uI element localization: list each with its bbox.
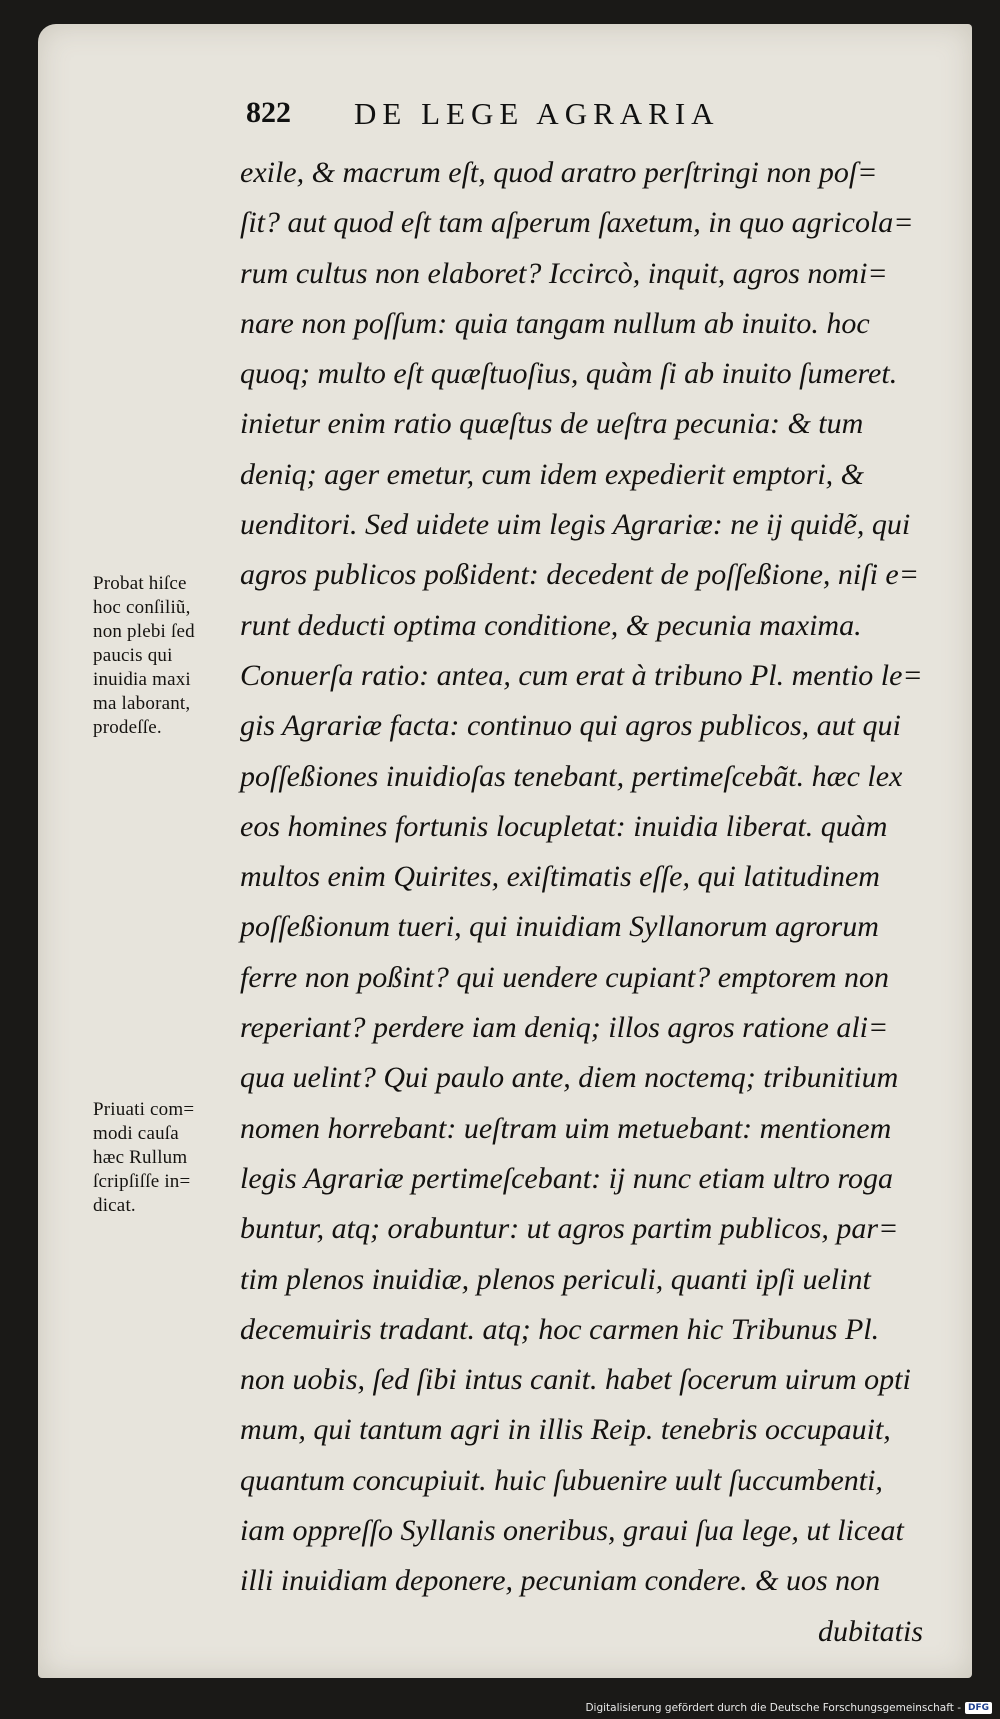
marginal-note-line: dicat. (93, 1195, 136, 1216)
text-line: legis Agrariæ pertimeſcebant: ij nunc etiam ultro roga (240, 1161, 893, 1195)
marginal-note-line: inuidia maxi (93, 669, 191, 690)
text-line: deniq; ager emetur, cum idem expedierit emptori, & (240, 457, 865, 491)
marginal-note (93, 572, 241, 740)
text-line: poſſeßiones inuidioſas tenebant, pertimeſcebãt. hæc lex (240, 759, 903, 793)
text-line: reperiant? perdere iam deniq; illos agros ratione ali= (240, 1011, 889, 1045)
text-line: eos homines fortunis locupletat: inuidia liberat. quàm (240, 809, 888, 843)
text-line: uenditori. Sed uidete uim legis Agrariæ: ne ij quidẽ, qui (240, 508, 911, 542)
text-line: qua uelint? Qui paulo ante, diem noctemq; tribunitium (240, 1061, 899, 1095)
marginal-note-line: Priuati com= (93, 1099, 195, 1120)
marginal-note (93, 1098, 241, 1218)
page-number: 822 (246, 96, 291, 129)
text-line: mum, qui tantum agri in illis Reip. tenebris occupauit, (240, 1413, 891, 1447)
text-line: inietur enim ratio quæſtus de ueſtra pecunia: & tum (240, 407, 864, 441)
marginal-note-line: ſcripſiſſe in= (93, 1171, 191, 1192)
footer-credit (585, 1697, 992, 1719)
text-line: runt deducti optima conditione, & pecunia maxima. (240, 608, 862, 642)
marginal-note-line: ma laborant, (93, 693, 191, 714)
text-line: buntur, atq; orabuntur: ut agros partim publicos, par= (240, 1212, 899, 1246)
text-line: agros publicos poßident: decedent de poſſeßione, niſi e= (240, 558, 919, 592)
text-line: gis Agrariæ facta: continuo qui agros publicos, aut qui (240, 709, 901, 743)
text-line: multos enim Quirites, exiſtimatis eſſe, qui latitudinem (240, 860, 880, 894)
text-line: nare non poſſum: quia tangam nullum ab inuito. hoc (240, 306, 870, 340)
text-line: ferre non poßint? qui uendere cupiant? emptorem non (240, 960, 890, 994)
text-line: rum cultus non elaboret? Iccircò, inquit, agros nomi= (240, 256, 888, 290)
text-line: poſſeßionum tueri, qui inuidiam Syllanorum agrorum (240, 910, 879, 944)
text-line: tim plenos inuidiæ, plenos periculi, quanti ipſi uelint (240, 1262, 871, 1296)
marginal-note-line: non plebi ſed (93, 621, 195, 642)
page-header (246, 96, 806, 142)
body-text (240, 148, 930, 1657)
marginal-note-line: Probat hiſce (93, 573, 187, 594)
footer-text: Digitalisierung gefördert durch die Deutsche Forschungsgemeinschaft - (585, 1702, 961, 1714)
dfg-logo: DFG (965, 1702, 992, 1714)
running-head: DE LEGE AGRARIA (354, 96, 720, 131)
marginal-note-line: hoc conſiliũ, (93, 597, 191, 618)
text-line: quoq; multo eſt quæſtuoſius, quàm ſi ab inuito ſumeret. (240, 357, 898, 391)
text-line: iam oppreſſo Syllanis oneribus, graui ſua lege, ut liceat (240, 1514, 904, 1548)
text-line: ſit? aut quod eſt tam aſperum ſaxetum, in quo agricola= (240, 206, 914, 240)
marginal-note-line: prodeſſe. (93, 717, 162, 738)
text-line: Conuerſa ratio: antea, cum erat à tribuno Pl. mentio le= (240, 658, 923, 692)
text-line: quantum concupiuit. huic ſubuenire uult ſuccumbenti, (240, 1463, 883, 1497)
marginal-note-line: hæc Rullum (93, 1147, 188, 1168)
text-line: illi inuidiam deponere, pecuniam condere. & uos non (240, 1564, 881, 1598)
text-line: decemuiris tradant. atq; hoc carmen hic Tribunus Pl. (240, 1312, 880, 1346)
catchword: dubitatis (817, 1614, 923, 1648)
marginal-note-line: modi cauſa (93, 1123, 179, 1144)
text-line: non uobis, ſed ſibi intus canit. habet ſocerum uirum opti (240, 1363, 911, 1397)
marginal-note-line: paucis qui (93, 645, 173, 666)
text-line: exile, & macrum eſt, quod aratro perſtringi non poſ= (240, 156, 878, 189)
text-line: nomen horrebant: ueſtram uim metuebant: mentionem (240, 1111, 892, 1145)
